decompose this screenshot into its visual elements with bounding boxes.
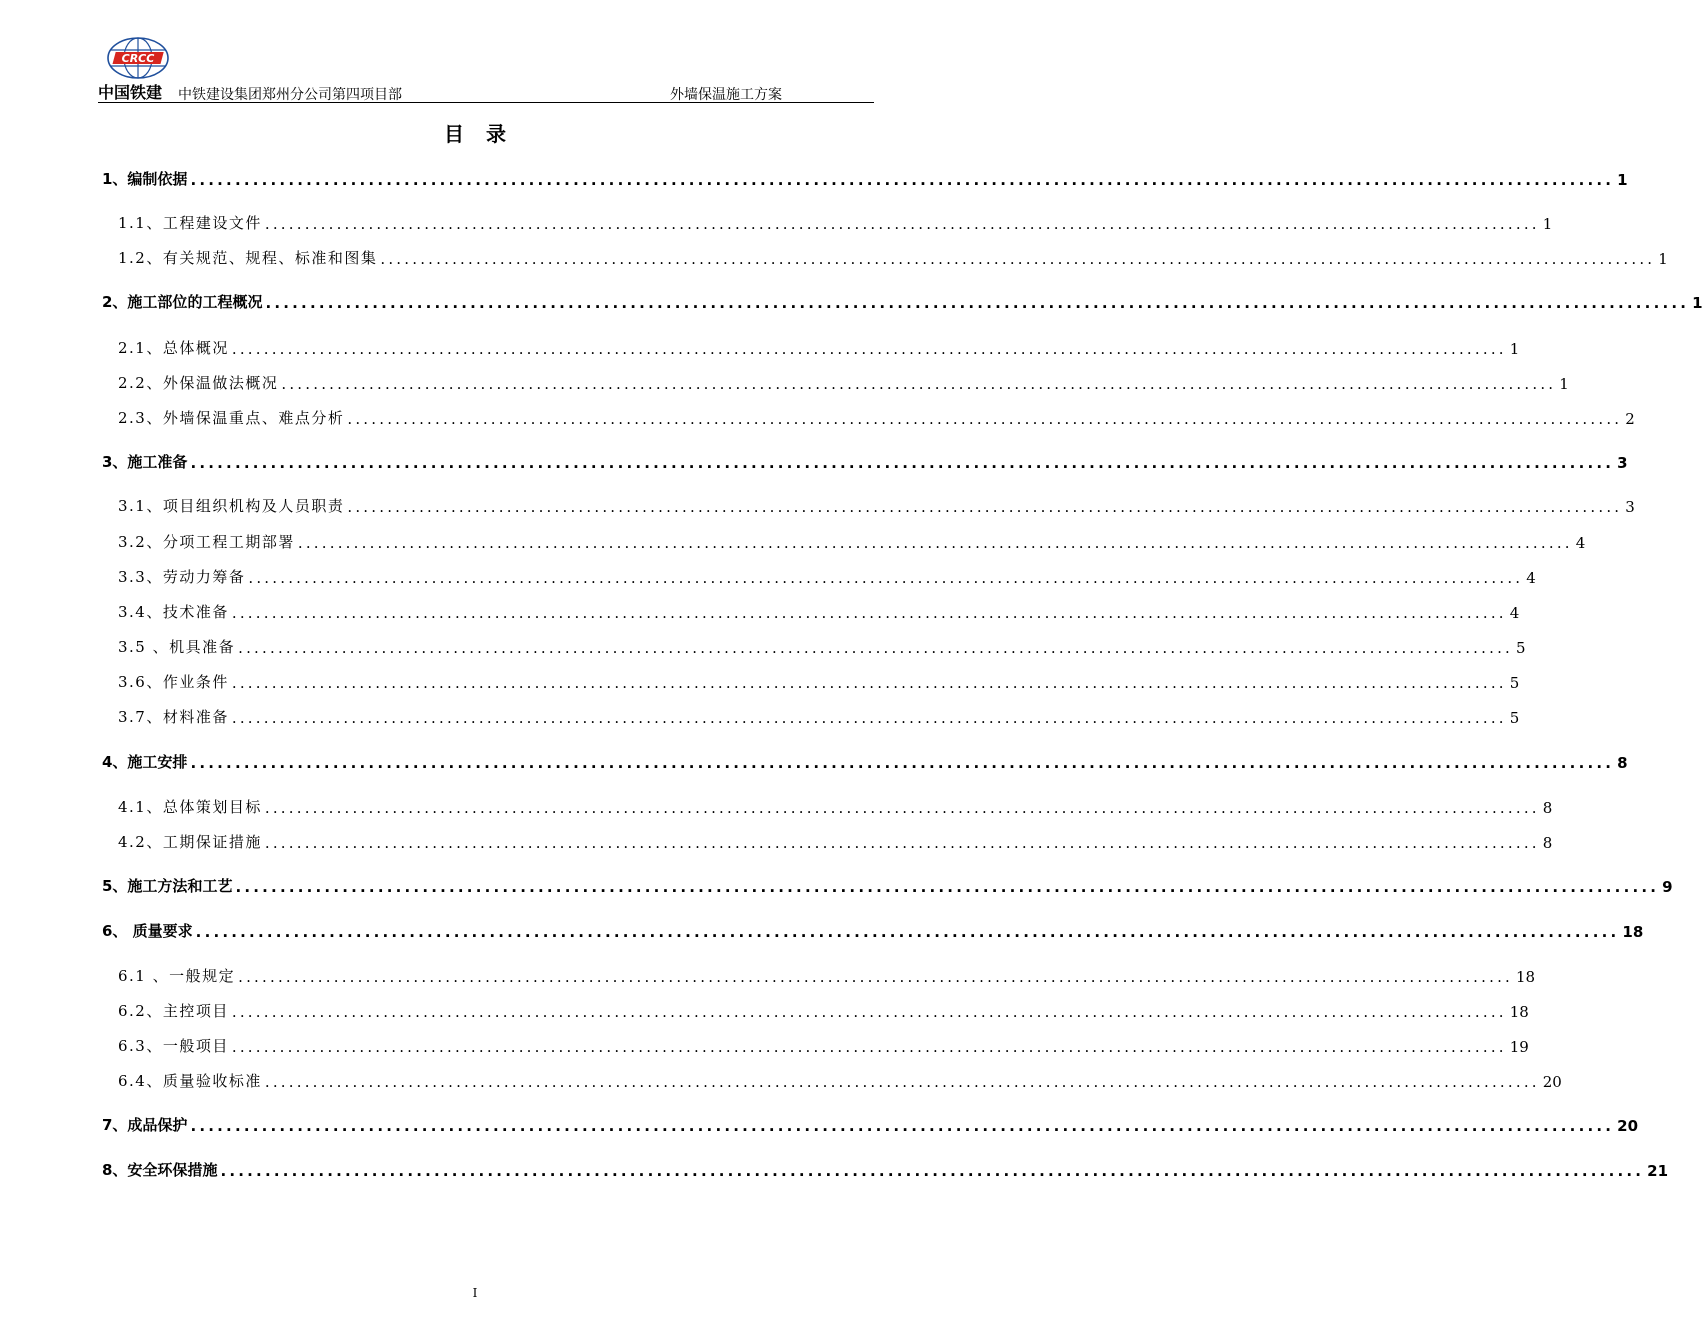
toc-entry-title: 8、安全环保措施 [102,1161,218,1179]
toc-entry-title: 3.2、分项工程工期部署 [118,533,295,551]
toc-entry-page: 1 [1692,294,1703,312]
toc-leader-dots: ................................................................................................................................................................ [264,1073,1540,1091]
toc-entry-title: 2、施工部位的工程概况 [102,293,263,311]
toc-entry-page: 5 [1516,639,1526,657]
toc-leader-dots: ................................................................................................................................................................ [190,1117,1615,1135]
toc-entry-page: 18 [1622,923,1644,941]
toc-entry-title: 2.1、总体概况 [118,339,229,357]
toc-leader-dots: ................................................................................................................................................................ [264,834,1540,852]
toc-title: 目录 [444,122,528,146]
toc-entry-page: 9 [1662,878,1673,896]
toc-entry[interactable] [102,1113,1639,1135]
toc-entry-page: 4 [1575,534,1586,552]
toc-entry[interactable] [118,494,1635,516]
toc-leader-dots: ................................................................................................................................................................ [190,171,1615,189]
toc-entry-title: 2.3、外墙保温重点、难点分析 [118,409,345,427]
toc-leader-dots: ................................................................................................................................................................ [238,639,1514,657]
toc-entry[interactable] [118,830,1553,852]
document-title: 外墙保温施工方案 [670,87,782,103]
toc-leader-dots: ................................................................................................................................................................ [231,674,1507,692]
company-name: 中铁建设集团郑州分公司第四项目部 [178,87,402,103]
toc-entry[interactable] [118,795,1553,817]
toc-entry-title: 3.3、劳动力筹备 [118,568,246,586]
toc-leader-dots: ................................................................................................................................................................ [231,340,1507,358]
toc-leader-dots: ................................................................................................................................................................ [380,250,1656,268]
toc-leader-dots: ................................................................................................................................................................ [235,878,1660,896]
toc-entry-page: 19 [1509,1038,1529,1056]
toc-leader-dots: ................................................................................................................................................................ [264,215,1540,233]
toc-leader-dots: ................................................................................................................................................................ [281,375,1557,393]
toc-entry-page: 5 [1509,674,1520,692]
toc-entry[interactable] [118,336,1520,358]
toc-entry-page: 1 [1509,340,1520,358]
page-header [98,36,874,104]
toc-entry[interactable] [102,290,1703,312]
toc-entry[interactable] [102,750,1628,772]
toc-leader-dots: ................................................................................................................................................................ [220,1162,1645,1180]
toc-entry-title: 3.5 、机具准备 [118,638,236,656]
toc-entry-page: 3 [1625,498,1635,516]
toc-leader-dots: ................................................................................................................................................................ [231,709,1507,727]
toc-leader-dots: ................................................................................................................................................................ [231,1003,1507,1021]
toc-entry-page: 8 [1542,799,1553,817]
toc-entry-title: 3.4、技术准备 [118,603,229,621]
toc-entry-title: 2.2、外保温做法概况 [118,374,279,392]
toc-entry[interactable] [118,999,1529,1021]
toc-entry-page: 21 [1647,1162,1669,1180]
toc-leader-dots: ................................................................................................................................................................ [190,754,1615,772]
toc-leader-dots: ................................................................................................................................................................ [297,534,1573,552]
toc-entry-title: 6.2、主控项目 [118,1002,229,1020]
toc-entry[interactable] [118,211,1553,233]
toc-leader-dots: ................................................................................................................................................................ [248,569,1524,587]
toc-entry-page: 1 [1658,250,1668,268]
toc-entry[interactable] [102,874,1673,896]
toc-entry[interactable] [102,919,1644,941]
toc-entry-title: 1.1、工程建设文件 [118,214,262,232]
toc-entry[interactable] [118,565,1536,587]
toc-entry-page: 1 [1542,215,1553,233]
toc-leader-dots: ................................................................................................................................................................ [347,410,1623,428]
toc-entry-title: 4、施工安排 [102,753,188,771]
toc-entry-page: 2 [1625,410,1635,428]
toc-leader-dots: ................................................................................................................................................................ [238,968,1514,986]
logo-mark-text: CRCC [121,52,155,65]
toc-entry[interactable] [118,705,1520,727]
toc-entry[interactable] [118,635,1526,657]
toc-entry-page: 1 [1617,171,1628,189]
toc-entry-title: 7、成品保护 [102,1116,188,1134]
toc-leader-dots: ................................................................................................................................................................ [195,923,1620,941]
toc-entry-page: 1 [1559,375,1569,393]
toc-entry[interactable] [102,450,1628,472]
toc-entry[interactable] [118,600,1520,622]
toc-entry-page: 20 [1617,1117,1639,1135]
toc-entry-title: 3.7、材料准备 [118,708,229,726]
toc-entry-page: 8 [1617,754,1628,772]
toc-entry-title: 1、编制依据 [102,170,188,188]
toc-leader-dots: ................................................................................................................................................................ [264,799,1540,817]
crcc-globe-icon [102,36,174,80]
toc-entry-page: 18 [1509,1003,1529,1021]
toc-entry[interactable] [118,1069,1562,1091]
toc-entry[interactable] [118,1034,1529,1056]
toc-leader-dots: ................................................................................................................................................................ [231,604,1507,622]
toc-entry-title: 4.1、总体策划目标 [118,798,262,816]
toc-entry-title: 6.1 、一般规定 [118,967,236,985]
toc-entry-page: 4 [1509,604,1520,622]
toc-entry[interactable] [102,1158,1669,1180]
toc-entry[interactable] [118,964,1536,986]
toc-entry-title: 3.6、作业条件 [118,673,229,691]
toc-entry[interactable] [118,670,1520,692]
toc-leader-dots: ................................................................................................................................................................ [190,454,1615,472]
crcc-logo [98,36,178,104]
toc-entry-title: 6.3、一般项目 [118,1037,229,1055]
toc-entry-page: 20 [1542,1073,1562,1091]
header-rule [98,102,874,103]
toc-entry-title: 3.1、项目组织机构及人员职责 [118,497,345,515]
toc-entry[interactable] [102,167,1628,189]
toc-entry[interactable] [118,246,1668,268]
toc-entry-page: 5 [1509,709,1520,727]
toc-entry-title: 5、施工方法和工艺 [102,877,233,895]
toc-leader-dots: ................................................................................................................................................................ [231,1038,1507,1056]
logo-text: 中国铁建 [98,83,163,102]
toc-leader-dots: ................................................................................................................................................................ [265,294,1690,312]
toc-entry-title: 6、 质量要求 [102,922,193,940]
toc-entry-title: 6.4、质量验收标准 [118,1072,262,1090]
toc-entry[interactable] [118,530,1586,552]
toc-entry[interactable] [118,406,1635,428]
toc-entry[interactable] [118,371,1569,393]
toc-entry-page: 18 [1516,968,1536,986]
toc-leader-dots: ................................................................................................................................................................ [347,498,1623,516]
toc-entry-title: 1.2、有关规范、规程、标准和图集 [118,249,378,267]
toc-entry-title: 3、施工准备 [102,453,188,471]
toc-entry-page: 4 [1526,569,1536,587]
toc-entry-page: 3 [1617,454,1628,472]
toc-entry-title: 4.2、工期保证措施 [118,833,262,851]
toc-entry-page: 8 [1542,834,1553,852]
page-number: I [472,1286,478,1300]
